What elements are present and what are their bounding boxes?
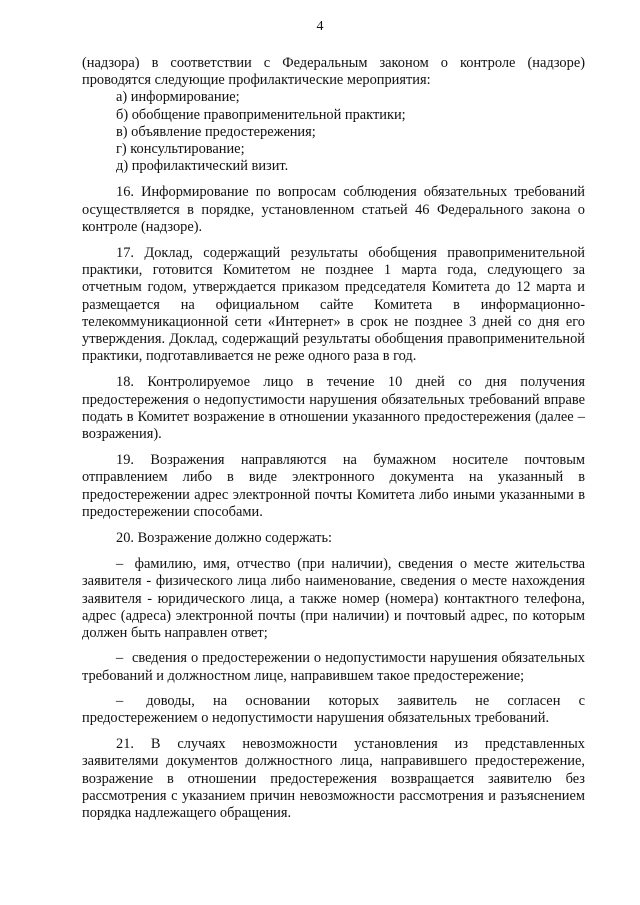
measure-item: д) профилактический визит. [116,158,289,175]
page-number: 4 [316,19,324,34]
measure-item: г) консультирование; [116,141,245,158]
measure-item: в) объявление предостережения; [116,123,316,140]
objection-item-text: сведения о предостережении о недопустимости нарушения обязательных требований и должностном лице, направившем такое предостережение; [82,650,585,684]
dash-marker: – [116,556,124,573]
objection-item [82,650,585,684]
paragraph-17: 17. Доклад, содержащий результаты обобщения правоприменительной практики, готовится Комитетом не позднее 1 марта года, следующего за отчетным годом, утверждается приказом председателя Комитета до 12 марта и размещается на официальном сайте Комитета в информационно-телекоммуникационной сети «Интернет» в срок не позднее 3 дней со дня его утверждения. Доклад, содержащий результаты обобщения правоприменительной практики, подготавливается не реже одного раза в год. [82,245,585,365]
intro-paragraph: (надзора) в соответствии с Федеральным законом о контроле (надзоре) проводятся следующие профилактические мероприятия: [82,55,585,89]
paragraph-21: 21. В случаях невозможности установления из представленных заявителями документов должностного лица, направившего предостережение, возражение в отношении предостережения возвращается заявителю без рассмотрения с указанием причин невозможности рассмотрения и разъяснением порядка надлежащего обращения. [82,736,585,821]
paragraph-19: 19. Возражения направляются на бумажном носителе почтовым отправлением либо в виде электронного документа на указанный в предостережении адрес электронной почты Комитета либо иными указанными в предостережении способами. [82,452,585,520]
paragraph-18: 18. Контролируемое лицо в течение 10 дней со дня получения предостережения о недопустимости нарушения обязательных требований вправе подать в Комитет возражение в отношении указанного предостережения (далее – возражения). [82,374,585,443]
measure-item: а) информирование; [116,89,240,106]
paragraph-16: 16. Информирование по вопросам соблюдения обязательных требований осуществляется в порядке, установленном статьей 46 Федерального закона о контроле (надзоре). [82,184,585,235]
dash-marker: – [116,650,124,667]
measure-item: б) обобщение правоприменительной практики; [116,106,406,123]
objection-item-text: доводы, на основании которых заявитель не согласен с предостережением о недопустимости нарушения обязательных требований. [82,692,585,726]
objection-item [82,556,585,642]
document-body [82,55,585,822]
objection-item [82,693,585,727]
paragraph-20: 20. Возражение должно содержать: [116,530,332,547]
objection-item-text: фамилию, имя, отчество (при наличии), сведения о месте жительства заявителя - физического лица либо наименование, сведения о месте нахождения заявителя - юридического лица, а также номер (номера) контактного телефона, адрес (адреса) электронной почты (при наличии) и почтовый адрес, по которым должен быть направлен ответ; [82,556,585,642]
dash-marker: – [116,692,124,709]
